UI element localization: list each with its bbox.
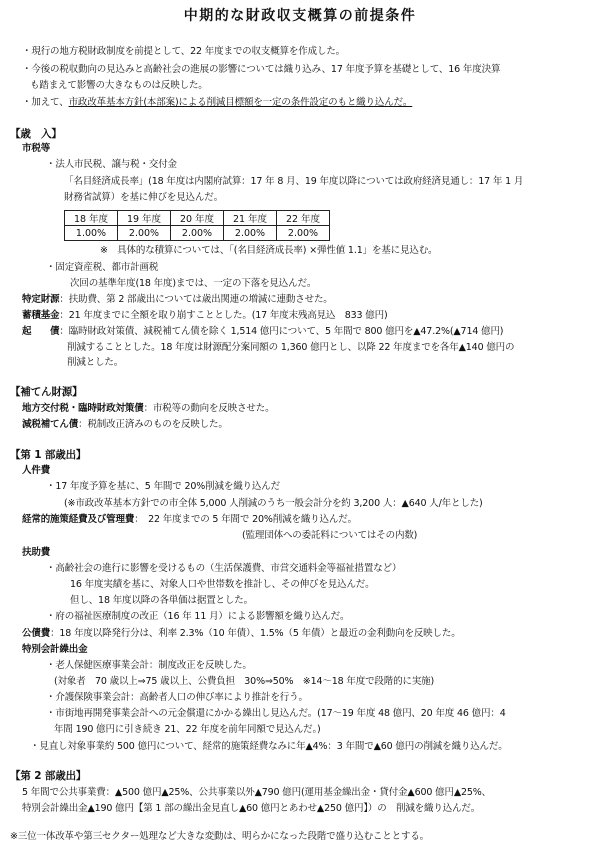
table-cell-rate: 2.00%: [171, 226, 224, 241]
intro-line: も踏まえて影響の大きなものは反映した。: [30, 80, 208, 91]
body-line: 削減とした。: [67, 357, 124, 368]
section-heading-part2: 【第 2 部歳出】: [10, 770, 87, 782]
body-line: ・老人保健医療事業会計：制度改正を反映した。: [46, 660, 252, 671]
label: 経常的施策経費及び管理費: [22, 514, 135, 525]
body-line: 16 年度実績を基に、対象人口や世帯数を推計し、その伸びを見込んだ。: [70, 579, 375, 590]
body-line: ・介護保険事業会計：高齢者人口の伸び率により推計を行う。: [46, 692, 308, 703]
label: 地方交付税・臨時財政対策債: [22, 403, 144, 414]
footnote: ※三位一体改革や第三セクター処理など大きな変動は、明らかになった段階で盛り込むこととする。: [10, 831, 430, 842]
body-line: ・見直し対象事業約 500 億円について、経常的施策経費なみに年▲4%：3 年間で▲60 億円の削減を織り込んだ。: [30, 741, 508, 752]
subheading-special-account: 特別会計繰出金: [22, 644, 88, 655]
fund-line: [22, 310, 388, 322]
body-line: 「名目経済成長率」(18 年度は内閣府試算：17 年 8 月、19 年度以降については政府経済見通し：17 年 1 月: [64, 176, 524, 187]
table-cell-year: 20 年度: [171, 211, 224, 226]
body-line: ・高齢社会の進行に影響を受けるもの（生活保護費、市営交通料金等福祉措置など）: [46, 563, 402, 574]
table-cell-year: 18 年度: [65, 211, 118, 226]
table-cell-rate: 2.00%: [277, 226, 330, 241]
label: 減税補てん債: [22, 419, 79, 430]
text: ：市税等の動向を反映させた。: [143, 403, 275, 414]
subheading-personnel: 人件費: [22, 465, 51, 476]
label: 起 債: [22, 326, 60, 337]
body-line: ・府の福祉医療制度の改正（16 年 11 月）による影響額を織り込んだ。: [46, 611, 350, 622]
text: ：21 年度までに全額を取り崩すこととした。(17 年度末残高見込 833 億円): [59, 310, 388, 321]
section-heading-part1: 【第 1 部歳出】: [10, 449, 87, 461]
bond-line: [22, 326, 503, 338]
text: ：臨時財政対策債、減税補てん債を除く 1,514 億円について、5 年間で 800 億円を▲47.2%(▲714 億円): [59, 326, 504, 337]
table-cell-rate: 1.00%: [65, 226, 118, 241]
body-line: 特別会計繰出金▲190 億円【第 1 部の繰出金見直し▲60 億円とあわせ▲250 億円】）の 削減を織り込んだ。: [22, 803, 481, 814]
intro-line: ・現行の地方税財政制度を前提として、22 年度までの収支概算を作成した。: [22, 46, 346, 57]
body-line: 削減することとした。18 年度は財源配分案同額の 1,360 億円とし、以降 22 年度までを各年▲140 億円の: [67, 342, 515, 353]
intro-line: ・今後の税収動向の見込みと高齢社会の進展の影響については織り込み、17 年度予算を基礎として、16 年度決算: [22, 64, 501, 75]
body-line: 5 年間で公共事業費：▲500 億円▲25%、公共事業以外▲790 億円(運用基金繰出金・貸付金▲600 億円▲25%、: [22, 787, 491, 798]
specific-revenue-line: [22, 294, 333, 306]
body-line: (※市政改革基本方針での市全体 5,000 人削減のうち一般会計分を約 3,200 人：▲640 人/年とした): [64, 498, 483, 509]
compensation-line: [22, 419, 228, 431]
body-line: ・17 年度予算を基に、5 年間で 20%削減を織り込んだ: [46, 481, 280, 492]
text: ：18 年度以降発行分は、利率 2.3%（10 年債）、1.5%（5 年債）と最近の金利動向を反映した。: [50, 628, 461, 639]
table-row: [65, 211, 330, 226]
section-heading-compensation: 【補てん財源】: [10, 386, 83, 398]
page-title: 中期的な財政収支概算の前提条件: [183, 8, 417, 24]
intro-underlined-text: 市政改革基本方針(本部案)による削減目標額を一定の条件設定のもと織り込んだ。: [68, 97, 413, 108]
policy-line: [22, 514, 357, 526]
label: 特定財源: [22, 294, 60, 305]
debt-line: [22, 628, 461, 640]
table-cell-year: 21 年度: [224, 211, 277, 226]
table-row: [65, 226, 330, 241]
intro-prefix: ・加えて、: [22, 97, 69, 108]
subheading-municipal-tax: 市税等: [22, 143, 51, 154]
text: ：扶助費、第 2 部歳出については歳出関連の増減に連動させた。: [59, 294, 333, 305]
text: ：税制改正済みのものを反映した。: [78, 419, 228, 430]
body-line: 但し、18 年度以降の各単価は据置とした。: [70, 595, 253, 606]
compensation-line: [22, 403, 274, 415]
body-line: ・市街地再開発事業会計への元金償還にかかる繰出し見込んだ。(17～19 年度 48 億円、20 年度 46 億円：4: [46, 708, 506, 719]
table-cell-year: 19 年度: [118, 211, 171, 226]
table-cell-year: 22 年度: [277, 211, 330, 226]
table-cell-rate: 2.00%: [118, 226, 171, 241]
body-line: (監理団体への委託料についてはその内数): [242, 530, 418, 541]
intro-line: [22, 97, 412, 109]
text: ： 22 年度までの 5 年間で 20%削減を織り込んだ。: [134, 514, 357, 525]
label: 蓄積基金: [22, 310, 60, 321]
growth-rate-table: [64, 210, 330, 241]
body-line: 年間 190 億円に引き続き 21、22 年度を前年同額で見込んだ。): [54, 724, 321, 735]
body-line: ・固定資産税、都市計画税: [46, 262, 159, 273]
section-heading-revenue: 【歳 入】: [10, 128, 62, 140]
body-line: (対象者 70 歳以上⇒75 歳以上、公費負担 30%⇒50% ※14～18 年度で段階的に実施): [54, 676, 435, 687]
table-cell-rate: 2.00%: [224, 226, 277, 241]
label: 公債費: [22, 628, 51, 639]
body-line: 次回の基準年度(18 年度)までは、一定の下落を見込んだ。: [70, 278, 317, 289]
body-line: 財務省試算）を基に伸びを見込んだ。: [64, 192, 223, 203]
table-note: ※ 具体的な積算については、「(名目経済成長率) ×弾性値 1.1」を基に見込む。: [100, 245, 438, 256]
body-line: ・法人市民税、譲与税・交付金: [46, 159, 177, 170]
subheading-assistance: 扶助費: [22, 547, 51, 558]
